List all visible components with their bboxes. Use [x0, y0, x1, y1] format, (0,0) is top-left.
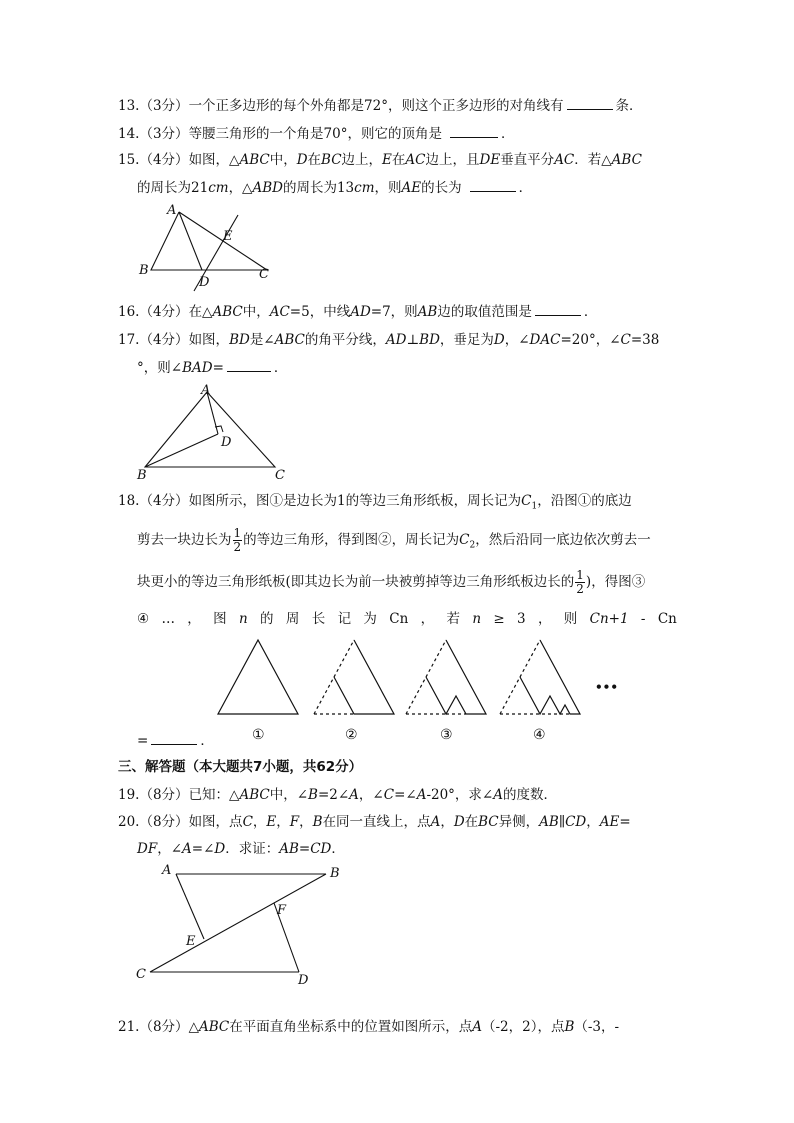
- label-b: B: [330, 866, 340, 881]
- question-21: 21.（8分）△ABC在平面直角坐标系中的位置如图所示，点A（-2，2），点B（-3，-: [118, 1019, 620, 1035]
- question-15-line-1: 15.（4分）如图，△ABC中，D在BC边上，E在AC边上，且DE垂直平分AC．若△ABC: [118, 152, 642, 168]
- question-20-line-1: 20.（8分）如图，点C，E，F，B在同一直线上，点A，D在BC异侧，AB∥CD，AE=: [118, 814, 631, 830]
- label-c: C: [275, 468, 285, 483]
- answer-blank: [567, 96, 613, 110]
- label-b: B: [137, 468, 147, 483]
- segment-ad: [179, 212, 202, 270]
- figure-2-shape: [314, 640, 394, 714]
- figure-q18: [214, 636, 624, 746]
- question-17-line-2: °，则∠BAD= ．: [137, 360, 288, 376]
- label-a: A: [167, 203, 177, 218]
- question-16: 16.（4分）在△ABC中，AC=5，中线AD=7，则AB边的取值范围是 ．: [118, 304, 598, 320]
- question-19: 19.（8分）已知：△ABC中，∠B=2∠A，∠C=∠A-20°，求∠A的度数．: [118, 787, 557, 803]
- label-a: A: [201, 383, 211, 398]
- answer-blank: [470, 178, 516, 192]
- figure-label-3: ③: [440, 727, 453, 743]
- label-d: D: [199, 275, 210, 290]
- fraction-half: $\frac{1}{2}$: [233, 526, 242, 554]
- section-3-heading: 三、解答题（本大题共7小题，共62分）: [118, 759, 363, 775]
- figure-4-shape: [500, 640, 580, 714]
- figure-q17: [135, 382, 295, 482]
- ellipsis-dots: •••: [595, 680, 619, 694]
- label-b: B: [139, 263, 149, 278]
- triangle-abc: [151, 212, 267, 270]
- label-d: D: [221, 435, 232, 450]
- label-e: E: [186, 934, 196, 949]
- label-d: D: [298, 973, 309, 988]
- figure-label-1: ①: [252, 727, 265, 743]
- question-18-line-2: 剪去一块边长为 $\frac{1}{2}$ 的等边三角形，得到图②，周长记为$C_2$，然后沿同一底边依次剪去一: [137, 526, 651, 554]
- figure-label-4: ④: [533, 727, 546, 743]
- question-18-line-4: ④ … ， 图 n 的 周 长 记 为 Cn ， 若 n ≥ 3 ， 则 Cn+1 - Cn: [137, 611, 677, 627]
- question-14: 14.（3分）等腰三角形的一个角是70°，则它的顶角是 ．: [118, 126, 515, 142]
- label-c: C: [259, 267, 269, 282]
- answer-blank: [450, 124, 498, 138]
- figure-q15: [135, 200, 275, 295]
- figure-label-2: ②: [345, 727, 358, 743]
- answer-blank: [227, 358, 271, 372]
- bisector-bd: [145, 434, 218, 467]
- question-18-line-1: 18.（4分）如图所示，图①是边长为1的等边三角形纸板，周长记为$C_1$，沿图①的底边: [118, 493, 632, 512]
- label-f: F: [277, 903, 287, 918]
- question-18-line-3: 块更小的等边三角形纸板(即其边长为前一块被剪掉等边三角形纸板边长的 $\frac{1}{2}$ )，得图③: [137, 568, 646, 596]
- segment-cb: [150, 874, 326, 972]
- question-18-line-5: = ．: [137, 733, 214, 749]
- figure-3-shape: [406, 640, 486, 714]
- fraction-half: $\frac{1}{2}$: [576, 568, 584, 596]
- answer-blank: [535, 302, 581, 316]
- question-17-line-1: 17.（4分）如图，BD是∠ABC的角平分线，AD⊥BD，垂足为D，∠DAC=20°，∠C=38: [118, 332, 660, 348]
- label-e: E: [223, 229, 233, 244]
- question-15-line-2: 的周长为21cm，△ABD的周长为13cm，则AE的长为 ．: [137, 180, 533, 196]
- figure-q20: [134, 862, 354, 987]
- answer-blank: [151, 731, 197, 745]
- segment-ae: [176, 874, 204, 939]
- question-20-line-2: DF，∠A=∠D．求证：AB=CD．: [137, 841, 345, 857]
- question-13: 13.（3分）一个正多边形的每个外角都是72°，则这个正多边形的对角线有 条．: [118, 98, 643, 114]
- label-c: C: [136, 967, 146, 982]
- label-a: A: [162, 863, 172, 878]
- figure-1-triangle: [218, 640, 298, 714]
